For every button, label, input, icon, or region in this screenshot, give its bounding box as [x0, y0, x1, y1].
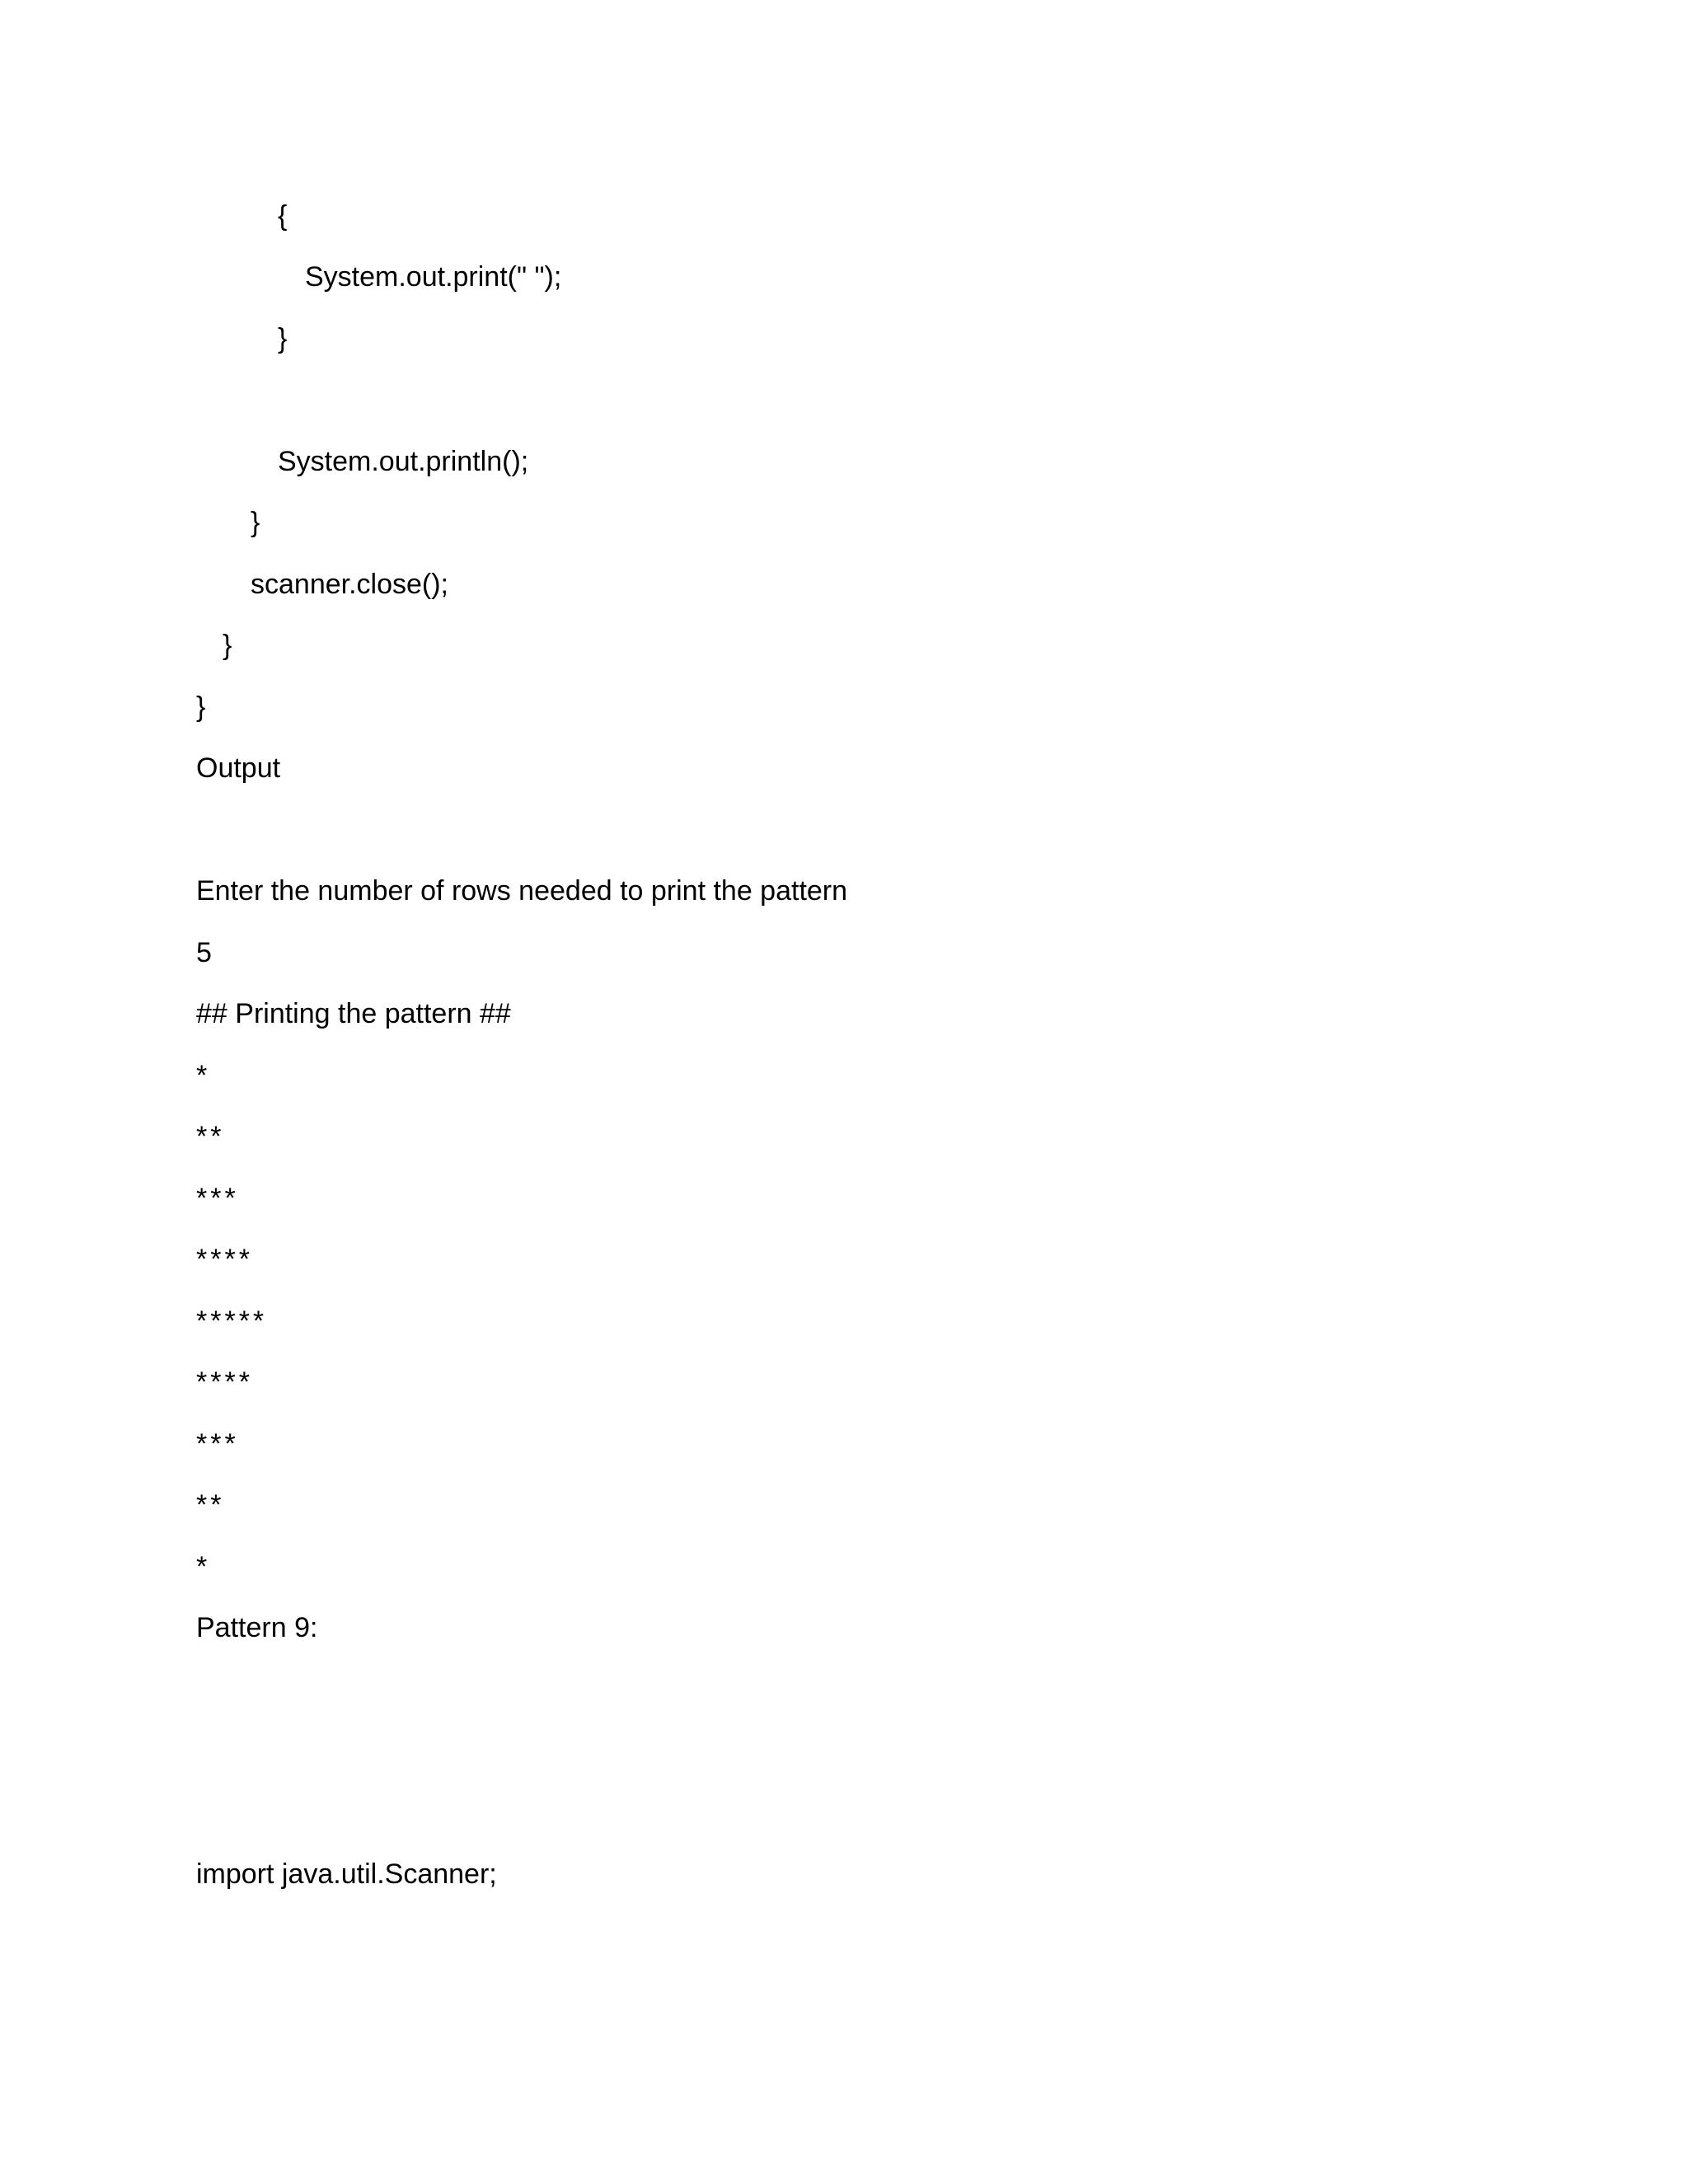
pattern-row: **	[196, 1121, 225, 1152]
code-close-brace-method: }	[223, 630, 232, 661]
output-title: ## Printing the pattern ##	[196, 998, 511, 1029]
pattern-row: **	[196, 1489, 225, 1521]
pattern-row: *	[196, 1551, 211, 1582]
pattern-row: *	[196, 1060, 211, 1091]
pattern-row: ***	[196, 1183, 239, 1214]
pattern-9-heading: Pattern 9:	[196, 1612, 318, 1643]
output-input-value: 5	[196, 937, 212, 968]
code-println: System.out.println();	[278, 446, 529, 477]
output-prompt: Enter the number of rows needed to print the pattern	[196, 875, 848, 907]
pattern-row: ****	[196, 1366, 253, 1398]
pattern-row: ****	[196, 1244, 253, 1275]
code-close-brace-class: }	[196, 691, 206, 723]
code-scanner-close: scanner.close();	[251, 569, 448, 600]
code-close-brace-inner: }	[278, 323, 288, 354]
output-heading: Output	[196, 752, 281, 784]
code-close-brace-loop: }	[251, 507, 260, 538]
code-open-brace: {	[278, 200, 288, 232]
pattern-row: *****	[196, 1305, 268, 1337]
pattern-row: ***	[196, 1428, 239, 1460]
import-statement: import java.util.Scanner;	[196, 1858, 497, 1890]
code-print-space: System.out.print(" ");	[305, 261, 562, 293]
